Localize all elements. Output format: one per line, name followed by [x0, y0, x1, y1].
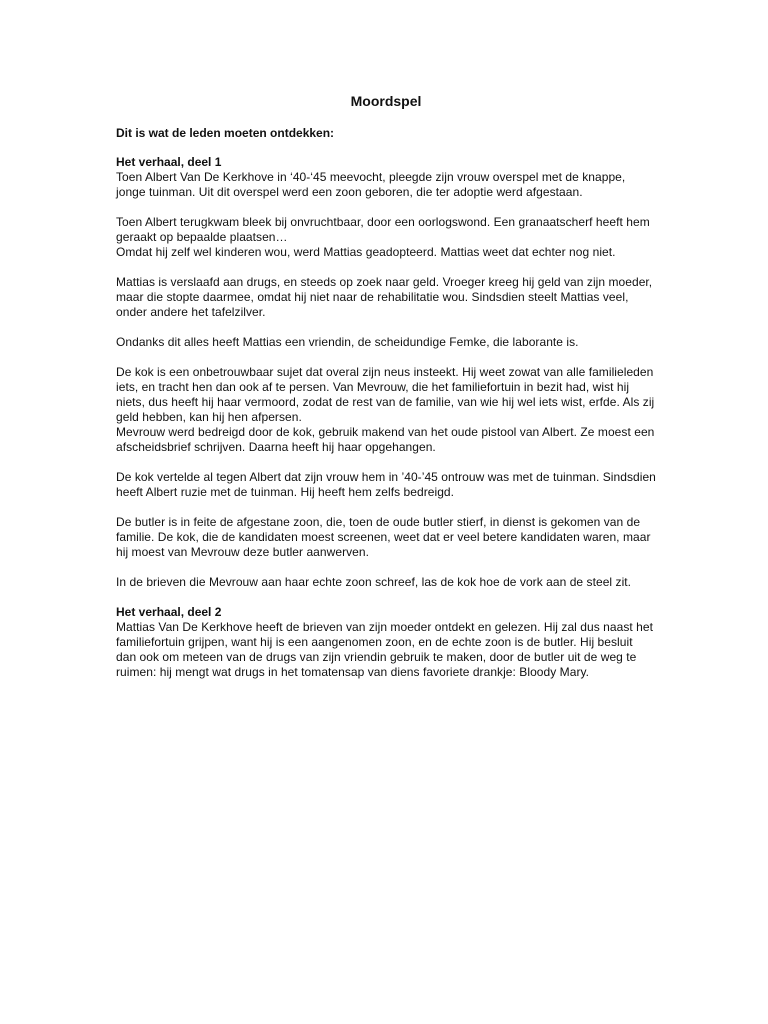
paragraph: In de brieven die Mevrouw aan haar echte zoon schreef, las de kok hoe de vork aan de steel zit. — [116, 575, 632, 589]
document-title: Moordspel — [350, 93, 422, 109]
intro-heading: Dit is wat de leden moeten ontdekken: — [116, 126, 335, 140]
document-page — [116, 92, 656, 695]
paragraph: Mattias is verslaafd aan drugs, en steeds op zoek naar geld. Vroeger kreeg hij geld van zijn moeder, maar die stopte daarmee, omdat hij niet naar de rehabilitatie wou. Sindsdien steelt Mattias veel, onder andere het tafelzilver. — [116, 275, 653, 319]
paragraph: Toen Albert Van De Kerkhove in ‘40-‘45 meevocht, pleegde zijn vrouw overspel met de knappe, jonge tuinman. Uit dit overspel werd een zoon geboren, die ter adoptie werd afgestaan. — [116, 170, 626, 199]
paragraph: Mevrouw werd bedreigd door de kok, gebruik makend van het oude pistool van Albert. Ze moest een afscheidsbrief schrijven. Daarna heeft hij haar opgehangen. — [116, 425, 655, 454]
paragraph: Ondanks dit alles heeft Mattias een vriendin, de scheidundige Femke, die laborante is. — [116, 335, 579, 349]
paragraph: De kok vertelde al tegen Albert dat zijn vrouw hem in ’40-’45 ontrouw was met de tuinman. Sindsdien heeft Albert ruzie met de tuinman. Hij heeft hem zelfs bedreigd. — [116, 470, 656, 499]
section-deel-1 — [116, 155, 656, 590]
paragraph: De kok is een onbetrouwbaar sujet dat overal zijn neus insteekt. Hij weet zowat van alle familieleden iets, en tracht hen dan ook af te persen. Van Mevrouw, die het familiefortuin in bezit had, wist hij niets, dus heeft hij haar vermoord, zodat de rest van de familie, van wie hij wel iets wist, erfde. Als zij geld hebben, kan hij hen afpersen. — [116, 365, 655, 424]
section-heading: Het verhaal, deel 1 — [116, 155, 222, 169]
section-deel-2 — [116, 605, 656, 680]
paragraph: De butler is in feite de afgestane zoon, die, toen de oude butler stierf, in dienst is gekomen van de familie. De kok, die de kandidaten moest screenen, weet dat er veel betere kandidaten waren, maar hij moest van Mevrouw deze butler aanwerven. — [116, 515, 651, 559]
paragraph: Omdat hij zelf wel kinderen wou, werd Mattias geadopteerd. Mattias weet dat echter nog niet. — [116, 245, 616, 259]
section-heading: Het verhaal, deel 2 — [116, 605, 222, 619]
paragraph: Mattias Van De Kerkhove heeft de brieven van zijn moeder ontdekt en gelezen. Hij zal dus naast het familiefortuin grijpen, want hij is een aangenomen zoon, en de echte zoon is de butler. Hij besluit dan ook om meteen van de drugs van zijn vriendin gebruik te maken, door de butler uit de weg te ruimen: hij mengt wat drugs in het tomatensap van diens favoriete drankje: Bloody Mary. — [116, 620, 653, 679]
paragraph: Toen Albert terugkwam bleek bij onvruchtbaar, door een oorlogswond. Een granaatscherf heeft hem geraakt op bepaalde plaatsen… — [116, 215, 650, 244]
